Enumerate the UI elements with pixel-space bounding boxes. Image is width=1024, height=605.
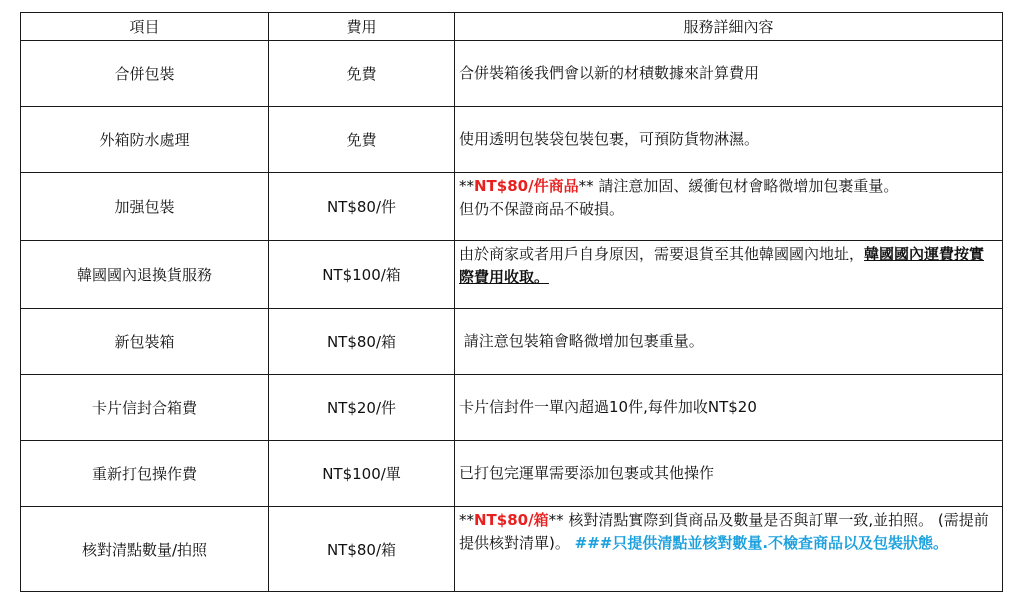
table-row [21,241,1003,309]
detail-text: ** 請注意加固、緩衝包材會略微增加包裹重量。 [578,177,899,195]
detail-price-highlight: NT$80/箱 [474,511,549,529]
item-cell: 韓國國內退換貨服務 [21,241,269,309]
detail-text: 卡片信封件一單內超過10件,每件加收NT$20 [459,398,757,416]
detail-cell [455,107,1003,173]
fee-cell: NT$80/件 [269,173,455,241]
fee-cell: NT$80/箱 [269,309,455,375]
detail-text: 由於商家或者用戶自身原因，需要退貨至其他韓國國內地址， [459,245,865,263]
table-header-row [21,13,1003,41]
table-row [21,441,1003,507]
fee-cell: 免費 [269,107,455,173]
detail-cell [455,241,1003,309]
table-row [21,173,1003,241]
detail-prefix: ** [459,511,474,529]
detail-cell [455,173,1003,241]
detail-text: 請注意包裝箱會略微增加包裹重量。 [459,332,704,350]
table-row [21,107,1003,173]
detail-cell [455,507,1003,592]
detail-price-highlight: NT$80/件商品 [474,177,579,195]
table-row [21,309,1003,375]
fee-cell: NT$20/件 [269,375,455,441]
item-cell: 外箱防水處理 [21,107,269,173]
detail-cell [455,41,1003,107]
fee-cell: NT$80/箱 [269,507,455,592]
detail-text: 使用透明包裝袋包裝包裹，可預防貨物淋濕。 [459,130,760,148]
fee-cell: 免費 [269,41,455,107]
item-cell: 合併包裝 [21,41,269,107]
item-cell: 新包裝箱 [21,309,269,375]
table-row [21,507,1003,592]
detail-text: 已打包完運單需要添加包裹或其他操作 [459,464,715,482]
item-cell: 加强包裝 [21,173,269,241]
detail-cell [455,375,1003,441]
detail-note: ###只提供清點並核對數量.不檢查商品以及包裝狀態。 [574,534,949,552]
header-item: 項目 [21,13,269,41]
detail-text: ** 核對清點實際到貨商品及數量是否與訂單一致,並拍照。 (需提前提供核對清單)。 [459,511,989,552]
header-detail: 服務詳細內容 [455,13,1003,41]
table-row [21,41,1003,107]
header-fee: 費用 [269,13,455,41]
fee-cell: NT$100/箱 [269,241,455,309]
detail-text-continued: 但仍不保證商品不破損。 [459,200,625,218]
detail-text: 合併裝箱後我們會以新的材積數據來計算費用 [459,64,760,82]
detail-cell [455,309,1003,375]
item-cell: 重新打包操作費 [21,441,269,507]
fee-cell: NT$100/單 [269,441,455,507]
detail-emphasis: 韓國國內運費按實際費用收取。 [459,245,985,286]
detail-prefix: ** [459,177,474,195]
service-fee-table [20,12,1003,592]
detail-cell [455,441,1003,507]
item-cell: 核對清點數量/拍照 [21,507,269,592]
item-cell: 卡片信封合箱費 [21,375,269,441]
table-row [21,375,1003,441]
